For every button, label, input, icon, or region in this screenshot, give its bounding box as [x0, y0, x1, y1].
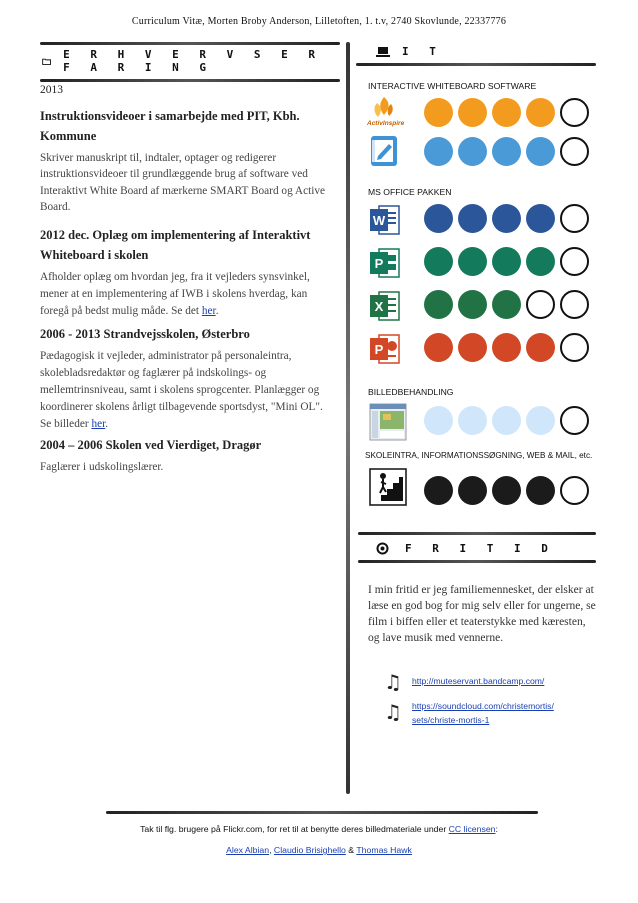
work-title: Instruktionsvideoer i samarbejde med PIT, Kbh. Kommune — [40, 109, 300, 143]
skill-dot-empty — [560, 204, 589, 233]
credit-link-alex-albian[interactable]: Alex Albian — [226, 845, 270, 855]
skill-dot-filled — [526, 406, 555, 435]
skill-dot-empty — [560, 333, 589, 362]
skill-dot-empty — [560, 98, 589, 127]
word-icon — [369, 203, 399, 237]
work-description — [40, 269, 332, 320]
publisher-icon — [369, 246, 399, 280]
svg-text:W: W — [372, 213, 386, 228]
skill-dot-filled — [424, 333, 453, 362]
skill-dot-filled — [424, 476, 453, 505]
work-description-text: Pædagogisk it vejleder, administrator på personaleintra, skolebladsredaktør og faglærer på indskolings- og mellemtrinsniveau, samt i skolens sprogcenter. Planlægger og koordinerer skolens årligt tilbagevende sportsdyst, "Mini OL". Se billeder — [40, 350, 323, 431]
skill-dot-filled — [526, 98, 555, 127]
soundcloud-link-line2[interactable]: sets/christe-mortis-1 — [412, 715, 490, 725]
skill-dot-filled — [492, 204, 521, 233]
video-link[interactable]: her — [201, 305, 216, 318]
work-section-header — [40, 42, 340, 82]
it-category-label: INTERACTIVE WHITEBOARD SOFTWARE — [368, 81, 537, 91]
work-description-text: Afholder oplæg om hvordan jeg, fra it vejleders synsvinkel, mener at en implementering af IWB i skolens hverdag, kan foregå på bedst mulig måde. Se det — [40, 271, 310, 318]
skill-dot-filled — [458, 98, 487, 127]
skill-dot-filled — [458, 406, 487, 435]
leisure-text: I min fritid er jeg familiemennesket, der elsker at læse en god bog for mig selv eller for ungerne, se film i biffen eller et teaterstykke med kæresten, og lave musik med vennerne. — [368, 584, 596, 644]
soundcloud-link[interactable] — [412, 699, 554, 727]
punctuation: . — [105, 418, 109, 431]
skill-dot-empty — [560, 137, 589, 166]
skill-dot-filled — [424, 290, 453, 319]
photos-link[interactable]: her — [91, 418, 106, 431]
credit-link-claudio-brisighello[interactable]: Claudio Brisighello — [273, 845, 346, 855]
divider — [40, 42, 340, 45]
skill-dot-filled — [458, 247, 487, 276]
skill-dot-empty — [560, 406, 589, 435]
skill-dot-filled — [492, 333, 521, 362]
skill-dot-filled — [526, 247, 555, 276]
contact-header: Curriculum Vitæ, Morten Broby Anderson, Lilletoften, 1. t.v, 2740 Skovlunde, 22337776 — [131, 16, 507, 27]
skill-dot-filled — [424, 406, 453, 435]
music-note-icon: ♫ — [384, 700, 402, 724]
divider — [358, 532, 596, 535]
work-description: Faglærer i udskolingslærer. — [40, 461, 164, 474]
work-description — [40, 348, 332, 433]
work-year: 2013 — [40, 84, 63, 96]
divider — [358, 560, 596, 563]
activinspire-label: ActivInspire — [367, 120, 405, 127]
cc-license-link[interactable]: CC licensen — [448, 824, 496, 834]
work-description: Skriver manuskript til, indtaler, optager og redigerer instruktionsvideoer til grundlæggende brug af software ved Interaktivt White Board af mærkerne SMART Board og Active Board. — [40, 152, 326, 213]
credit-link-thomas-hawk[interactable]: Thomas Hawk — [356, 845, 412, 855]
work-title: 2004 – 2006 Skolen ved Vierdiget, Dragør — [40, 438, 262, 453]
skill-dot-filled — [458, 290, 487, 319]
footer-credits-text: Tak til flg. brugere på Flickr.com, for ret til at benytte deres billedmateriale under — [140, 824, 447, 834]
skill-dot-filled — [424, 137, 453, 166]
it-section-header — [356, 42, 596, 66]
work-title: 2012 dec. Oplæg om implementering af Interaktivt Whiteboard i skolen — [40, 228, 311, 263]
it-category-label: MS OFFICE PAKKEN — [368, 187, 452, 197]
skill-dot-filled — [492, 290, 521, 319]
punctuation: , — [269, 845, 272, 855]
skill-dot-filled — [526, 137, 555, 166]
svg-text:X: X — [374, 299, 384, 314]
skill-dot-filled — [526, 476, 555, 505]
soundcloud-link-line1[interactable]: https://soundcloud.com/christemortis/ — [412, 701, 554, 711]
skill-dot-filled — [424, 204, 453, 233]
skill-dot-empty — [560, 476, 589, 505]
work-experience — [40, 80, 332, 475]
footer-credits-line1 — [0, 824, 638, 834]
skill-dot-empty — [560, 290, 589, 319]
svg-text:P: P — [374, 256, 384, 271]
footer-divider — [106, 811, 538, 814]
skill-dot-filled — [526, 333, 555, 362]
skill-dot-filled — [424, 98, 453, 127]
ampersand: & — [348, 845, 355, 855]
footer-credits-line2 — [0, 845, 638, 855]
svg-text:P: P — [374, 342, 384, 357]
skill-dot-empty — [560, 247, 589, 276]
music-note-icon: ♫ — [384, 670, 402, 694]
bandcamp-link[interactable]: http://muteservant.bandcamp.com/ — [412, 676, 545, 686]
activinspire-icon — [367, 95, 405, 129]
work-title: 2006 - 2013 Strandvejsskolen, Østerbro — [40, 327, 250, 342]
skill-dot-filled — [458, 333, 487, 362]
skill-dot-filled — [492, 476, 521, 505]
skill-dot-filled — [492, 247, 521, 276]
skill-dot-filled — [492, 98, 521, 127]
skill-dot-filled — [458, 476, 487, 505]
skill-dot-filled — [424, 247, 453, 276]
image-editor-icon — [369, 403, 407, 441]
folder-icon — [42, 56, 51, 67]
excel-icon — [369, 289, 399, 323]
it-category-label: SKOLEINTRA, INFORMATIONSSØGNING, WEB & MAIL, etc. — [365, 451, 593, 460]
leisure-section-title: F R I T I D — [405, 542, 555, 555]
computer-icon — [376, 46, 390, 58]
column-divider — [346, 42, 350, 794]
skill-dot-filled — [458, 137, 487, 166]
skill-dot-filled — [492, 137, 521, 166]
stairs-icon — [369, 468, 407, 506]
punctuation: . — [215, 305, 219, 318]
smart-notebook-icon — [369, 134, 399, 168]
it-category-label: BILLEDBEHANDLING — [368, 387, 454, 397]
skill-dot-filled — [526, 204, 555, 233]
leisure-section-header — [358, 532, 596, 563]
it-section-title: I T — [402, 45, 443, 58]
work-section-title: E R H V E R V S E R F A R I N G — [63, 48, 323, 74]
punctuation: : — [495, 824, 498, 834]
divider — [356, 63, 596, 66]
skill-dot-filled — [492, 406, 521, 435]
target-icon — [376, 542, 389, 555]
skill-dot-filled — [458, 204, 487, 233]
skill-dot-empty — [526, 290, 555, 319]
powerpoint-icon — [369, 332, 399, 366]
